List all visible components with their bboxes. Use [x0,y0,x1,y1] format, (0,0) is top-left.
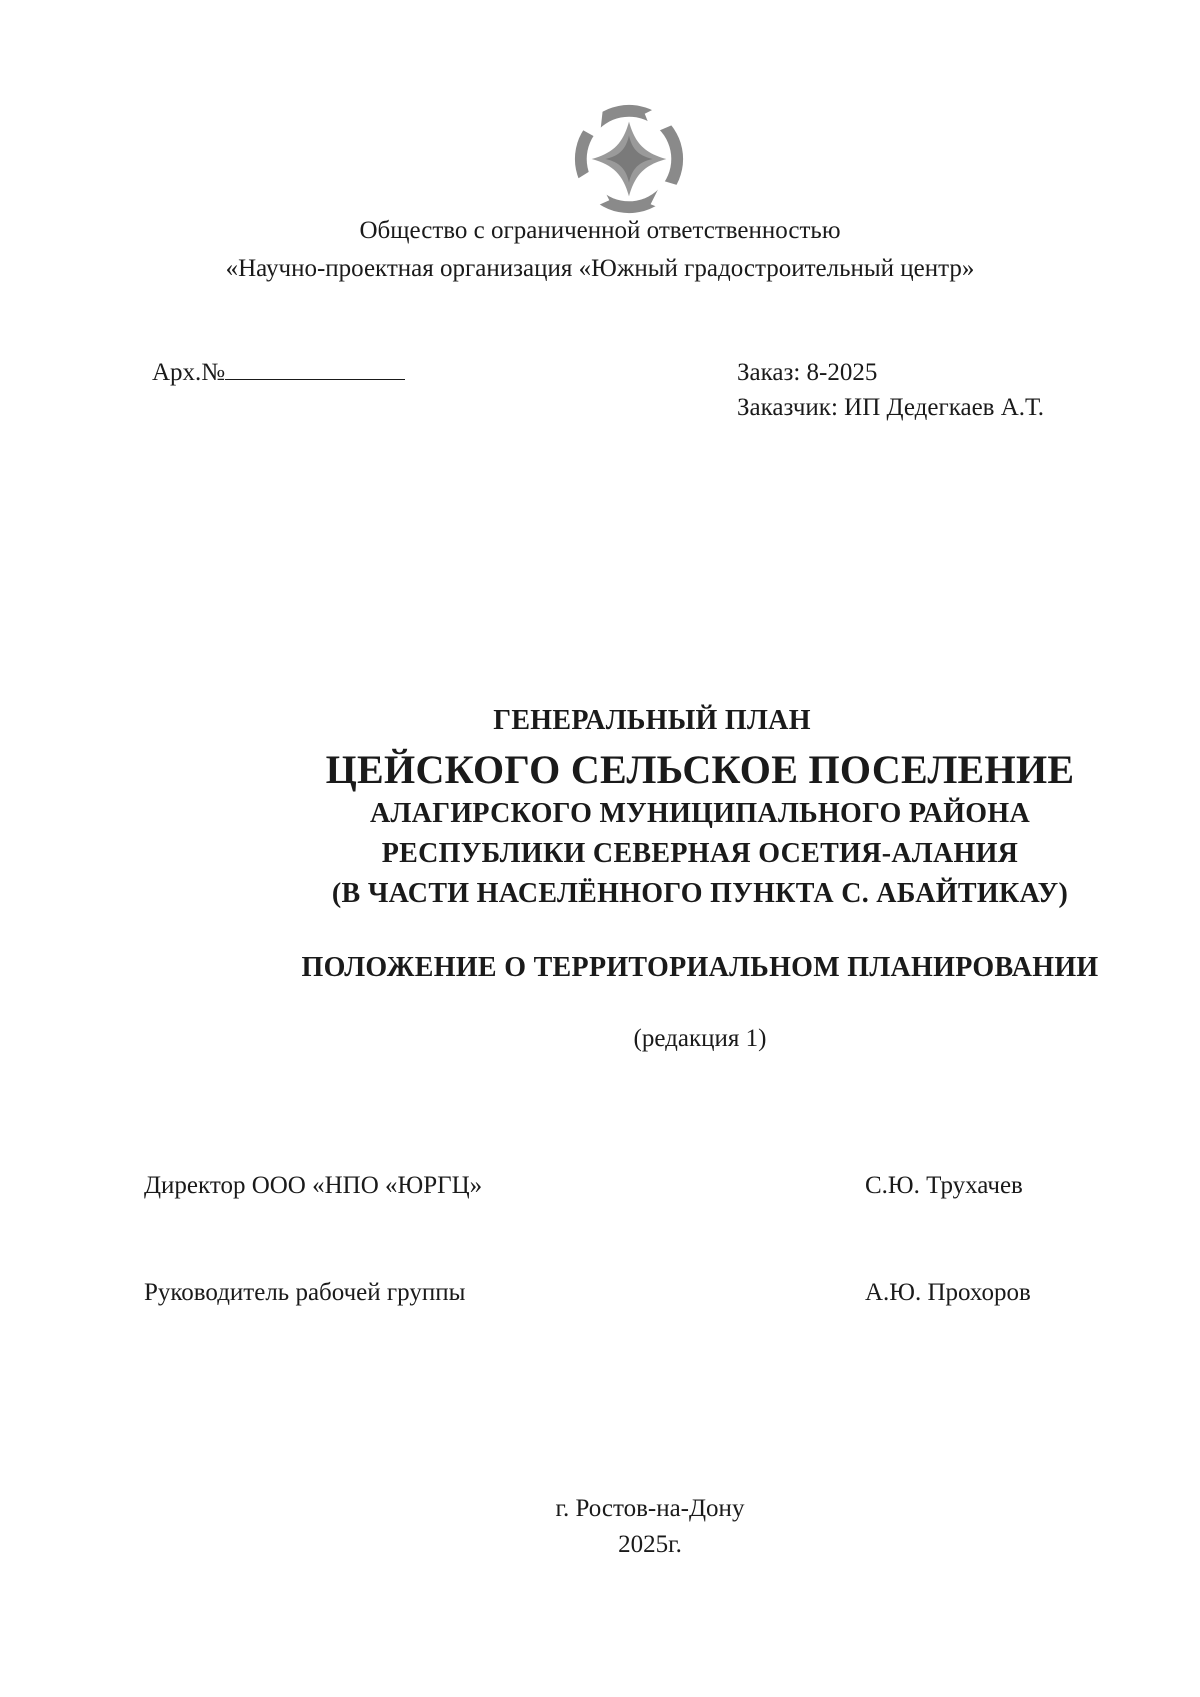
archive-label: Арх.№ [152,359,226,386]
signature-role-director: Директор ООО «НПО «ЮРГЦ» [144,1172,483,1199]
signature-name-director: С.Ю. Трухачев [865,1172,1023,1199]
doc-section-title: ПОЛОЖЕНИЕ О ТЕРРИТОРИАЛЬНОМ ПЛАНИРОВАНИИ [301,952,1099,983]
doc-title-line-4: РЕСПУБЛИКИ СЕВЕРНАЯ ОСЕТИЯ-АЛАНИЯ [381,838,1019,869]
signature-role-group-lead: Руководитель рабочей группы [144,1279,466,1306]
archive-number [152,356,405,390]
customer: Заказчик: ИП Дедегкаев А.Т. [737,394,1045,421]
doc-title-line-2: ЦЕЙСКОГО СЕЛЬСКОЕ ПОСЕЛЕНИЕ [325,747,1075,792]
order-number: Заказ: 8-2025 [737,359,878,386]
organization-line-1: Общество с ограниченной ответственностью [359,217,841,244]
doc-title-line-3: АЛАГИРСКОГО МУНИЦИПАЛЬНОГО РАЙОНА [370,798,1030,829]
signature-name-group-lead: А.Ю. Прохоров [865,1279,1031,1306]
edition: (редакция 1) [633,1025,767,1052]
footer-year: 2025г. [618,1531,682,1558]
company-logo-icon [570,100,688,218]
footer-city: г. Ростов-на-Дону [555,1495,745,1522]
doc-title-line-5: (В ЧАСТИ НАСЕЛЁННОГО ПУНКТА С. АБАЙТИКАУ) [331,878,1069,909]
organization-line-2: «Научно-проектная организация «Южный градостроительный центр» [225,255,975,282]
doc-title-line-1: ГЕНЕРАЛЬНЫЙ ПЛАН [493,705,811,736]
archive-number-blank [225,357,405,380]
